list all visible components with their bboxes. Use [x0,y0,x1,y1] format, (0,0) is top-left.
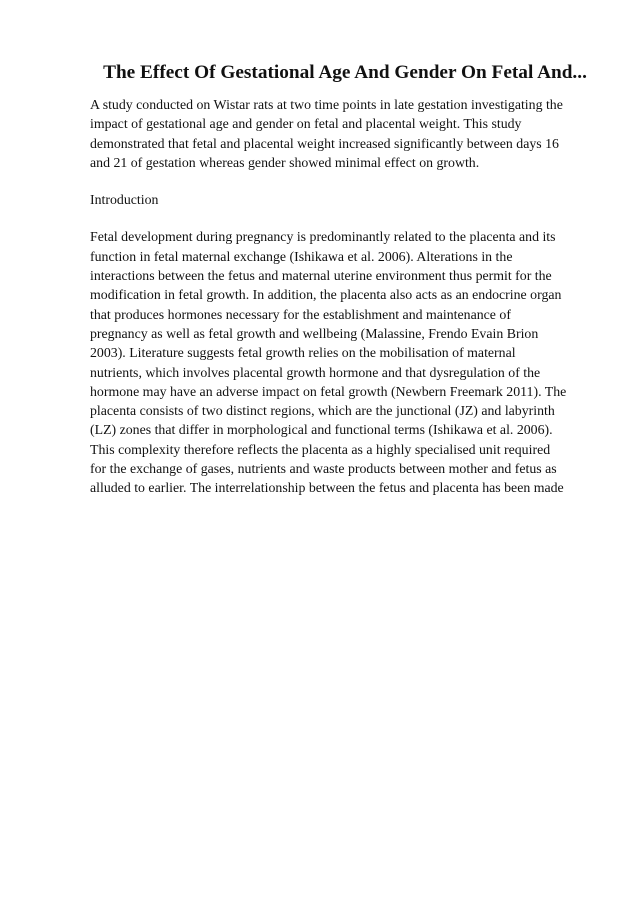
text-line: Fetal development during pregnancy is predominantly related to the placenta and its [90,229,556,245]
text-line: pregnancy as well as fetal growth and wellbeing (Malassine, Frendo Evain Brion [90,325,539,341]
text-line: impact of gestational age and gender on fetal and placental weight. This study [90,116,522,132]
text-line: placenta consists of two distinct regions, which are the junctional (JZ) and labyrinth [90,403,555,419]
text-line: and 21 of gestation whereas gender showed minimal effect on growth. [90,154,480,170]
text-line: nutrients, which involves placental growth hormone and that dysregulation of the [90,364,541,380]
text-line: alluded to earlier. The interrelationship between the fetus and placenta has been made [90,480,564,496]
section-heading: Introduction [90,192,159,208]
text-line: that produces hormones necessary for the establishment and maintenance of [90,306,511,322]
text-line: (LZ) zones that differ in morphological and functional terms (Ishikawa et al. 2006). [90,422,553,438]
text-line: modification in fetal growth. In addition, the placenta also acts as an endocrine organ [90,287,562,303]
text-line: interactions between the fetus and maternal uterine environment thus permit for the [90,268,552,284]
text-line: This complexity therefore reflects the placenta as a highly specialised unit required [90,441,551,457]
document-body [90,95,610,516]
text-line: 2003). Literature suggests fetal growth relies on the mobilisation of maternal [90,345,516,361]
text-line: for the exchange of gases, nutrients and waste products between mother and fetus as [90,461,557,477]
text-line: demonstrated that fetal and placental weight increased significantly between days 16 [90,135,559,151]
text-line: A study conducted on Wistar rats at two time points in late gestation investigating the [90,97,563,112]
abstract-paragraph [90,95,610,172]
introduction-paragraph [90,227,610,497]
document-title: The Effect Of Gestational Age And Gender On Fetal And... [103,62,587,83]
text-line: function in fetal maternal exchange (Ishikawa et al. 2006). Alterations in the [90,248,513,264]
section-heading-introduction [90,190,610,209]
text-line: hormone may have an adverse impact on fetal growth (Newbern Freemark 2011). The [90,383,567,399]
